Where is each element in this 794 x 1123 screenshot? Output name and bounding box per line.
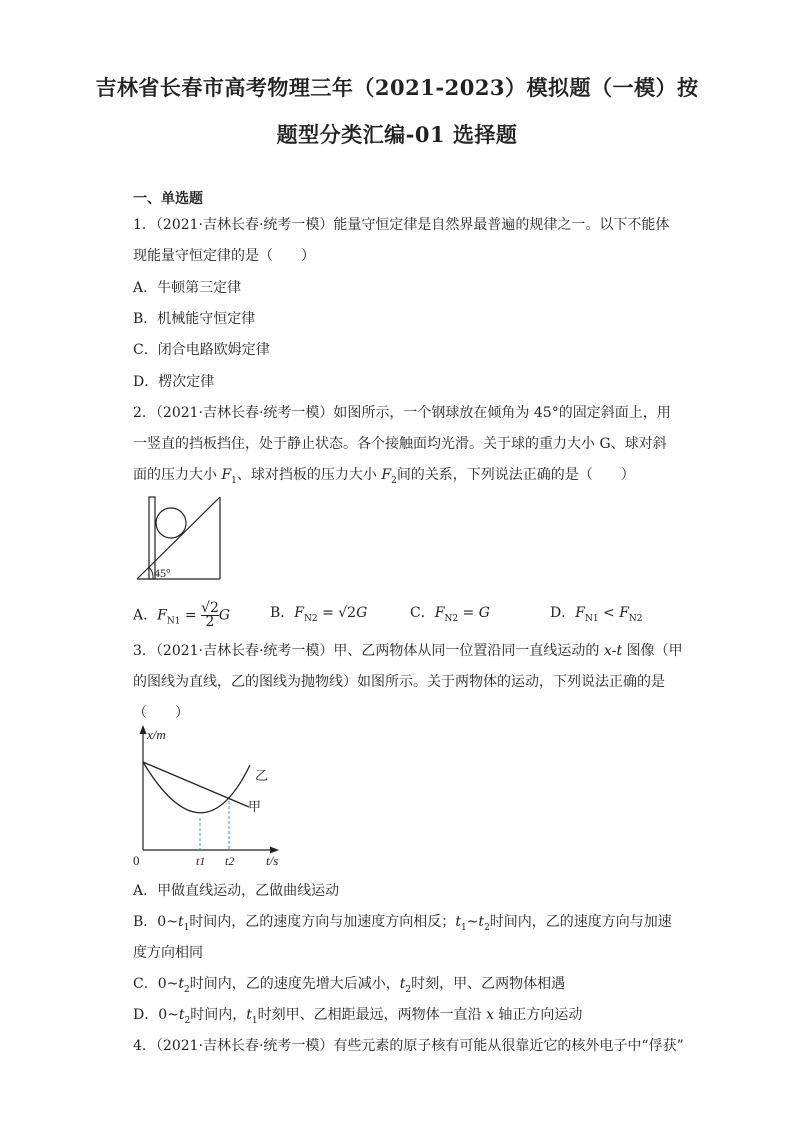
q1-option-a: A．牛顿第三定律	[133, 280, 242, 296]
q3-stem-line-3: （ ）	[133, 705, 189, 721]
q2-option-a: A．$F_{N1}$ = $\frac{√2}{2}$ G	[133, 600, 231, 630]
angle-label: 45°	[154, 566, 171, 580]
y-axis-label: x/m	[147, 727, 166, 742]
q3-option-d: D．$0\sim t_2$时间内，$t_1$时刻甲、乙相距最远，两物体一直沿 x 轴正方向运动	[133, 1007, 583, 1026]
incline-ball-figure	[133, 495, 228, 585]
curve-yi	[143, 762, 250, 813]
x-axis-label: t/s	[266, 853, 279, 868]
q4-stem-line-1: 4．（2021·吉林长春·统考一模）有些元素的原子核有可能从很靠近它的核外电子中“俘获”	[133, 1038, 684, 1054]
t1-label: t1	[196, 854, 206, 868]
q2-option-c: C．$F_{N2} = G$	[410, 605, 490, 624]
document-title-line-2: 题型分类汇编-01 选择题	[276, 122, 518, 147]
q3-option-a: A．甲做直线运动，乙做曲线运动	[133, 883, 340, 899]
y-axis-arrow	[140, 725, 147, 734]
x-t-graph	[128, 722, 288, 872]
q2-option-b: B．$F_{N2} = √2G$	[270, 605, 368, 624]
origin-label: 0	[133, 853, 140, 868]
q2-option-d: D．$F_{N1} < F_{N2}$	[550, 605, 643, 624]
document-title-line-1: 吉林省长春市高考物理三年（2021-2023）模拟题（一模）按	[95, 75, 699, 100]
curve-yi-label: 乙	[255, 768, 269, 783]
q3-option-b-line-1: B．$0\sim t_1$时间内，乙的速度方向与加速度方向相反；$t_1\sim t_2$时间内，乙的速度方向与加速	[133, 914, 672, 933]
line-jia-label: 甲	[248, 799, 262, 814]
q3-option-b-line-2: 度方向相同	[133, 945, 203, 961]
q1-stem-line-2: 现能量守恒定律的是（ ）	[133, 248, 315, 264]
q2-stem-line-1: 2．（2021·吉林长春·统考一模）如图所示，一个钢球放在倾角为 45°的固定斜面上，用	[133, 405, 671, 421]
q1-option-c: C．闭合电路欧姆定律	[133, 342, 270, 358]
q1-stem-line-1: 1．（2021·吉林长春·统考一模）能量守恒定律是自然界最普遍的规律之一。以下不能体	[133, 217, 670, 233]
t2-label: t2	[225, 854, 235, 868]
q1-option-d: D．楞次定律	[133, 374, 215, 390]
q1-option-b: B．机械能守恒定律	[133, 311, 256, 327]
q3-stem-line-1: 3．（2021·吉林长春·统考一模）甲、乙两物体从同一位置沿同一直线运动的 x-t 图像（甲	[133, 643, 683, 659]
q3-stem-line-2: 的图线为直线，乙的图线为抛物线）如图所示。关于两物体的运动，下列说法正确的是	[133, 674, 665, 690]
steel-ball	[156, 508, 186, 538]
section-heading: 一、单选题	[133, 191, 203, 207]
q3-option-c: C．$0\sim t_2$时间内，乙的速度先增大后减小，$t_2$时刻，甲、乙两物体相遇	[133, 976, 566, 995]
q2-stem-line-2: 一竖直的挡板挡住，处于静止状态。各个接触面均光滑。关于球的重力大小 G、球对斜	[133, 436, 667, 452]
q2-stem-line-3: 面的压力大小 $F_1$、球对挡板的压力大小 $F_2$间的关系，下列说法正确的是（ ）	[133, 467, 635, 486]
